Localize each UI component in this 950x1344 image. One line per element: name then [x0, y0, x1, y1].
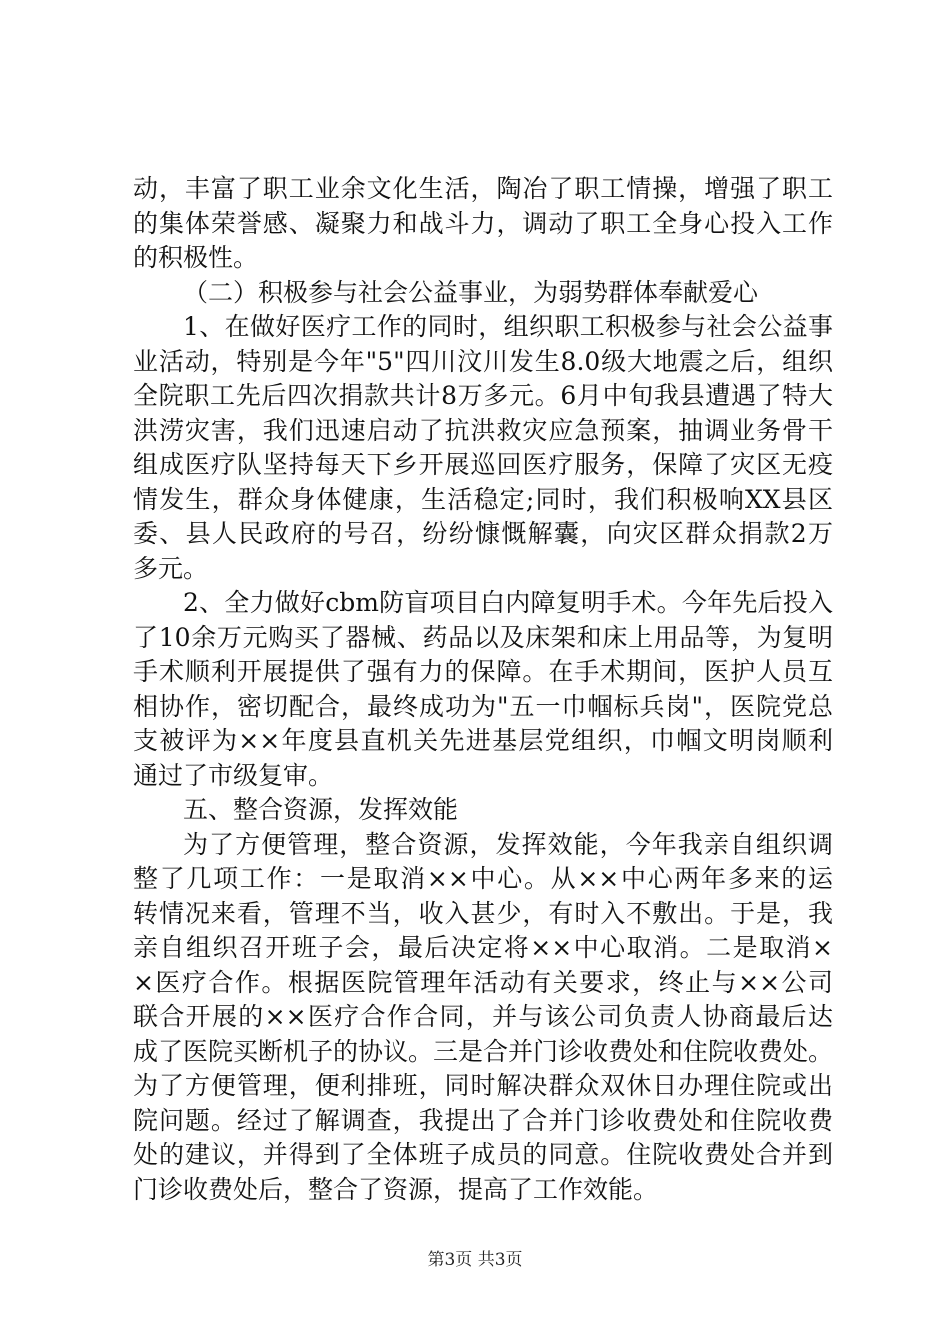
text-line: 情发生，群众身体健康，生活稳定;同时，我们积极响XX县区 [133, 484, 833, 514]
text-line: 支被评为××年度县直机关先进基层党组织，巾帼文明岗顺利 [133, 726, 833, 755]
text-line: 院问题。经过了解调查，我提出了合并门诊收费处和住院收费 [133, 1105, 833, 1135]
text-line: 全院职工先后四次捐款共计8万多元。6月中旬我县遭遇了特大 [133, 381, 833, 410]
page-footer: 第3页 共3页 [427, 1250, 523, 1270]
text-line: 为了方便管理，整合资源，发挥效能，今年我亲自组织调 [183, 829, 833, 859]
text-line: 动，丰富了职工业余文化生活，陶冶了职工情操，增强了职工 [133, 174, 833, 203]
text-line: 联合开展的××医疗合作合同，并与该公司负责人协商最后达 [133, 1002, 833, 1031]
text-line: 相协作，密切配合，最终成功为"五一巾帼标兵岗"，医院党总 [133, 691, 833, 721]
text-line: 业活动，特别是今年"5"四川汶川发生8.0级大地震之后，组织 [133, 346, 833, 376]
text-line: 门诊收费处后，整合了资源，提高了工作效能。 [133, 1174, 659, 1204]
document-body [133, 172, 833, 1207]
text-line: 的集体荣誉感、凝聚力和战斗力，调动了职工全身心投入工作 [133, 208, 833, 238]
text-line: 洪涝灾害，我们迅速启动了抗洪救灾应急预案，抽调业务骨干 [133, 415, 833, 445]
text-line: 的积极性。 [133, 243, 259, 272]
text-line: 为了方便管理，便利排班，同时解决群众双休日办理住院或出 [133, 1071, 833, 1100]
text-line: 亲自组织召开班子会，最后决定将××中心取消。二是取消× [133, 933, 833, 962]
text-line: 手术顺利开展提供了强有力的保障。在手术期间，医护人员互 [133, 657, 833, 686]
text-line: （二）积极参与社会公益事业，为弱势群体奉献爱心 [183, 277, 759, 307]
text-line: 2、全力做好cbm防盲项目白内障复明手术。今年先后投入 [183, 588, 833, 617]
text-line: 五、整合资源，发挥效能 [183, 795, 459, 824]
text-line: 整了几项工作：一是取消××中心。从××中心两年多来的运 [133, 864, 833, 893]
text-line: 通过了市级复审。 [133, 760, 334, 790]
text-line: 委、县人民政府的号召，纷纷慷慨解囊，向灾区群众捐款2万 [133, 519, 833, 548]
text-line: 转情况来看，管理不当，收入甚少，有时入不敷出。于是，我 [133, 898, 833, 928]
text-line: 1、在做好医疗工作的同时，组织职工积极参与社会公益事 [183, 312, 833, 341]
text-line: 多元。 [133, 553, 209, 583]
text-line: 了10余万元购买了器械、药品以及床架和床上用品等，为复明 [133, 622, 833, 652]
text-line: 组成医疗队坚持每天下乡开展巡回医疗服务，保障了灾区无疫 [133, 450, 833, 479]
text-line: 处的建议，并得到了全体班子成员的同意。住院收费处合并到 [133, 1140, 833, 1169]
text-line: 成了医院买断机子的协议。三是合并门诊收费处和住院收费处。 [133, 1036, 834, 1066]
text-line: ×医疗合作。根据医院管理年活动有关要求，终止与××公司 [133, 967, 833, 997]
